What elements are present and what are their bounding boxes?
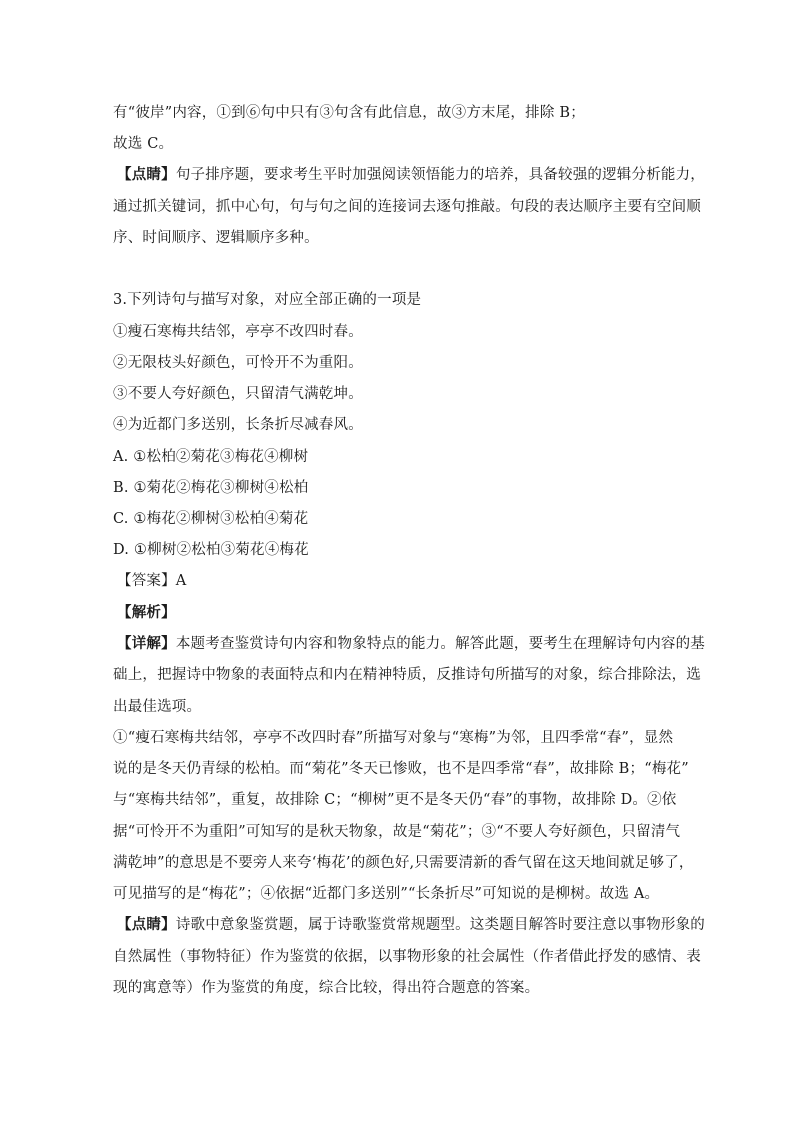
text-line: 出最佳选项。 [113, 699, 202, 715]
text-line: 与“寒梅共结邻”，重复，故排除 C；“柳树”更不是冬天仍“春”的事物，故排除 D。②依 [113, 792, 677, 808]
tip-text: 句子排序题，要求考生平时加强阅读领悟能力的培养，具备较强的逻辑分析能力， [175, 167, 706, 183]
poem-line: ①瘦石寒梅共结邻，亭亭不改四时春。 [113, 324, 363, 340]
tip-label: 【点睛】 [117, 166, 176, 183]
text-line: ①“瘦石寒梅共结邻，亭亭不改四时春”所描写对象与“寒梅”为邻，且四季常“春”，显然 [113, 730, 674, 746]
poem-line: ②无限枝头好颜色，可怜开不为重阳。 [113, 355, 363, 371]
text-line: 说的是冬天仍青绿的松柏。而“菊花”冬天已惨败，也不是四季常“春”，故排除 B；“梅花” [113, 761, 689, 777]
option-d: D. ①柳树②松柏③菊花④梅花 [113, 542, 309, 558]
detail-text: 本题考查鉴赏诗句内容和物象特点的能力。解答此题，要考生在理解诗句内容的基 [175, 636, 706, 652]
tip-label: 【点睛】 [117, 916, 176, 933]
text-line: 据“可怜开不为重阳”可知写的是秋天物象，故是“菊花”；③“不要人夸好颜色，只留清气 [113, 824, 681, 840]
text-line: 满乾坤”的意思是不要旁人来夸‘梅花’的颜色好,只需要清新的香气留在这天地间就足够了， [113, 855, 694, 871]
poem-line: ④为近都门多送别，长条折尽减春风。 [113, 417, 363, 433]
text-line: 现的寓意等）作为鉴赏的角度，综合比较，得出符合题意的答案。 [113, 980, 540, 996]
option-c: C. ①梅花②柳树③松柏④菊花 [113, 511, 309, 527]
text-line: 自然属性（事物特征）作为鉴赏的依据，以事物形象的社会属性（作者借此抒发的感情、表 [113, 949, 701, 965]
detail-paragraph-line [117, 634, 705, 654]
detail-label: 【详解】 [117, 635, 176, 652]
text-line: 有“彼岸”内容，①到⑥句中只有③句含有此信息，故③方末尾，排除 B； [113, 105, 585, 121]
tip-paragraph-line [117, 915, 705, 935]
tip-text: 诗歌中意象鉴赏题，属于诗歌鉴赏常规题型。这类题目解答时要注意以事物形象的 [175, 917, 706, 933]
answer-line: 【答案】A [117, 573, 187, 589]
text-line: 故选 C。 [113, 136, 174, 152]
text-line: 序、时间顺序、逻辑顺序多种。 [113, 230, 319, 246]
analysis-label: 【解析】 [117, 604, 176, 621]
tip-paragraph-line [117, 165, 705, 185]
text-line: 础上，把握诗中物象的表面特点和内在精神特质，反推诗句所描写的对象，综合排除法，选 [113, 667, 701, 683]
option-b: B. ①菊花②梅花③柳树④松柏 [113, 480, 309, 496]
option-a: A. ①松柏②菊花③梅花④柳树 [113, 449, 309, 465]
text-line: 通过抓关键词，抓中心句，句与句之间的连接词去逐句推敲。句段的表达顺序主要有空间顺 [113, 199, 701, 215]
poem-line: ③不要人夸好颜色，只留清气满乾坤。 [113, 386, 363, 402]
question-stem: 3.下列诗句与描写对象，对应全部正确的一项是 [113, 292, 422, 308]
text-line: 可见描写的是“梅花”；④依据“近都门多送别”“长条折尽”可知说的是柳树。故选 A。 [113, 886, 660, 902]
